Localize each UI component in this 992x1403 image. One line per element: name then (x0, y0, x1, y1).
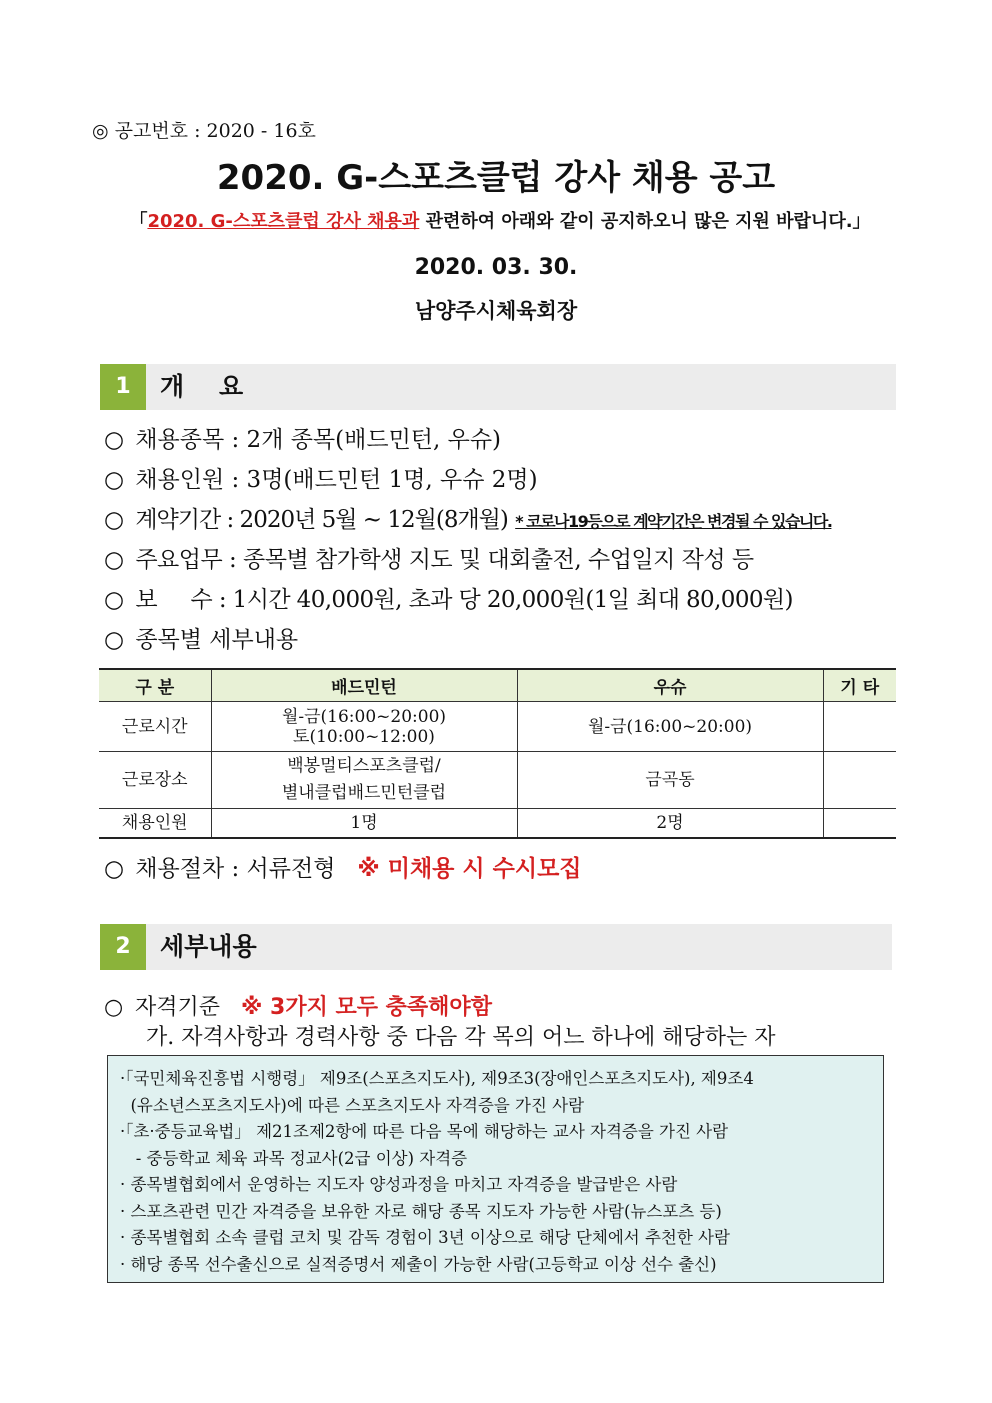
qualification-sub: 가. 자격사항과 경력사항 중 다음 각 목의 어느 하나에 해당하는 자 (146, 1025, 776, 1050)
table-row (99, 752, 896, 809)
circle-bullet: ○ (104, 427, 125, 453)
section-1-number: 1 (100, 364, 146, 410)
qualification-box (107, 1055, 884, 1283)
qualification-line: · 해당 종목 선수출신으로 실적증명서 제출이 가능한 사람(고등학교 이상 선수 출신) (120, 1254, 717, 1274)
section-2-title: 세부내용 (160, 932, 257, 961)
table-cell: 금곡동 (517, 752, 823, 809)
qualification-line: ·「국민체육진흥법 시행령」 제9조(스포츠지도사), 제9조3(장애인스포츠지도사), 제9조4 (120, 1069, 754, 1088)
item-details-text: 종목별 세부내용 (135, 627, 299, 653)
table-cell-label: 근로시간 (99, 702, 211, 752)
item-duties (104, 541, 754, 574)
page-title: 2020. G-스포츠클럽 강사 채용 공고 (216, 158, 776, 198)
item-pay-text: 보 수 : 1시간 40,000원, 초과 당 20,000원(1일 최대 80,000원) (135, 587, 793, 613)
item-qualification (104, 990, 492, 1021)
circle-bullet: ○ (104, 467, 125, 493)
table-row (99, 809, 896, 838)
section-2-number: 2 (100, 924, 146, 970)
cell-line: 월-금(16:00~20:00) (281, 706, 447, 727)
qualification-line: · 종목별협회에서 운영하는 지도자 양성과정을 마치고 자격증을 발급받은 사람 (120, 1175, 678, 1194)
item-pay (104, 581, 793, 614)
circle-bullet: ○ (104, 627, 125, 653)
item-period-text: 계약기간 : 2020년 5월 ~ 12월(8개월) (135, 507, 508, 533)
table-cell (823, 702, 896, 752)
item-period-note: * 코로나19등으로 계약기간은 변경될 수 있습니다. (515, 512, 832, 531)
table-header: 우슈 (517, 669, 823, 702)
table-header: 기 타 (823, 669, 896, 702)
table-cell (211, 702, 517, 752)
procedure-note: ※ 미채용 시 수시모집 (357, 856, 582, 882)
qualification-note: ※ 3가지 모두 충족해야함 (241, 995, 492, 1020)
circle-bullet: ○ (104, 995, 124, 1020)
table-cell (211, 752, 517, 809)
subtitle-open: 「 (129, 211, 148, 232)
item-procedure-text: 채용절차 : 서류전형 (135, 856, 336, 882)
item-period (104, 501, 831, 534)
section-1-title: 개 요 (160, 372, 244, 401)
qualification-label: 자격기준 (135, 995, 221, 1020)
table-header: 구 분 (99, 669, 211, 702)
circle-bullet: ○ (104, 547, 125, 573)
subtitle (100, 207, 900, 233)
subtitle-rest: 관련하여 아래와 같이 공지하오니 많은 지원 바랍니다.」 (419, 211, 871, 232)
circle-bullet: ○ (104, 587, 125, 613)
section-2-header (100, 924, 892, 970)
table-cell (823, 809, 896, 838)
item-details (104, 621, 298, 654)
item-field (104, 421, 501, 454)
cell-line: 별내클럽배드민턴클럽 (281, 783, 447, 803)
table-header: 배드민턴 (211, 669, 517, 702)
table-cell-label: 채용인원 (99, 809, 211, 838)
notice-number: ◎ 공고번호 : 2020 - 16호 (92, 120, 316, 142)
item-headcount-text: 채용인원 : 3명(배드민턴 1명, 우슈 2명) (135, 467, 538, 493)
section-1-header (100, 364, 896, 410)
subtitle-highlight: 2020. G-스포츠클럽 강사 채용과 (147, 211, 420, 232)
qualification-line: · 스포츠관련 민간 자격증을 보유한 자로 해당 종목 지도자 가능한 사람(뉴스포츠 등) (120, 1201, 722, 1221)
table-cell (823, 752, 896, 809)
cell-line: 토(10:00~12:00) (293, 726, 435, 747)
table-row (99, 702, 896, 752)
details-table (99, 668, 896, 839)
table-cell-label: 근로장소 (99, 752, 211, 809)
cell-line: 백봉멀티스포츠클럽/ (287, 756, 441, 776)
organization: 남양주시체육회장 (414, 299, 578, 323)
qualification-line: ·「초·중등교육법」 제21조제2항에 따른 다음 목에 해당하는 교사 자격증을 가진 사람 (120, 1122, 729, 1141)
item-headcount (104, 461, 538, 494)
qualification-line: · 종목별협회 소속 클럽 코치 및 감독 경험이 3년 이상으로 해당 단체에서 추천한 사람 (120, 1228, 730, 1247)
circle-bullet: ○ (104, 507, 125, 533)
qualification-line: - 중등학교 체육 과목 정교사(2급 이상) 자격증 (120, 1148, 468, 1168)
item-procedure (104, 850, 582, 883)
circle-bullet: ○ (104, 856, 125, 882)
announcement-date: 2020. 03. 30. (414, 255, 578, 280)
item-field-text: 채용종목 : 2개 종목(배드민턴, 우슈) (135, 427, 502, 453)
item-duties-text: 주요업무 : 종목별 참가학생 지도 및 대회출전, 수업일지 작성 등 (135, 547, 754, 573)
table-cell: 2명 (517, 809, 823, 838)
table-cell: 월-금(16:00~20:00) (517, 702, 823, 752)
table-header-row (99, 669, 896, 702)
qualification-line: (유소년스포츠지도사)에 따른 스포츠지도사 자격증을 가진 사람 (120, 1095, 585, 1115)
table-cell: 1명 (211, 809, 517, 838)
